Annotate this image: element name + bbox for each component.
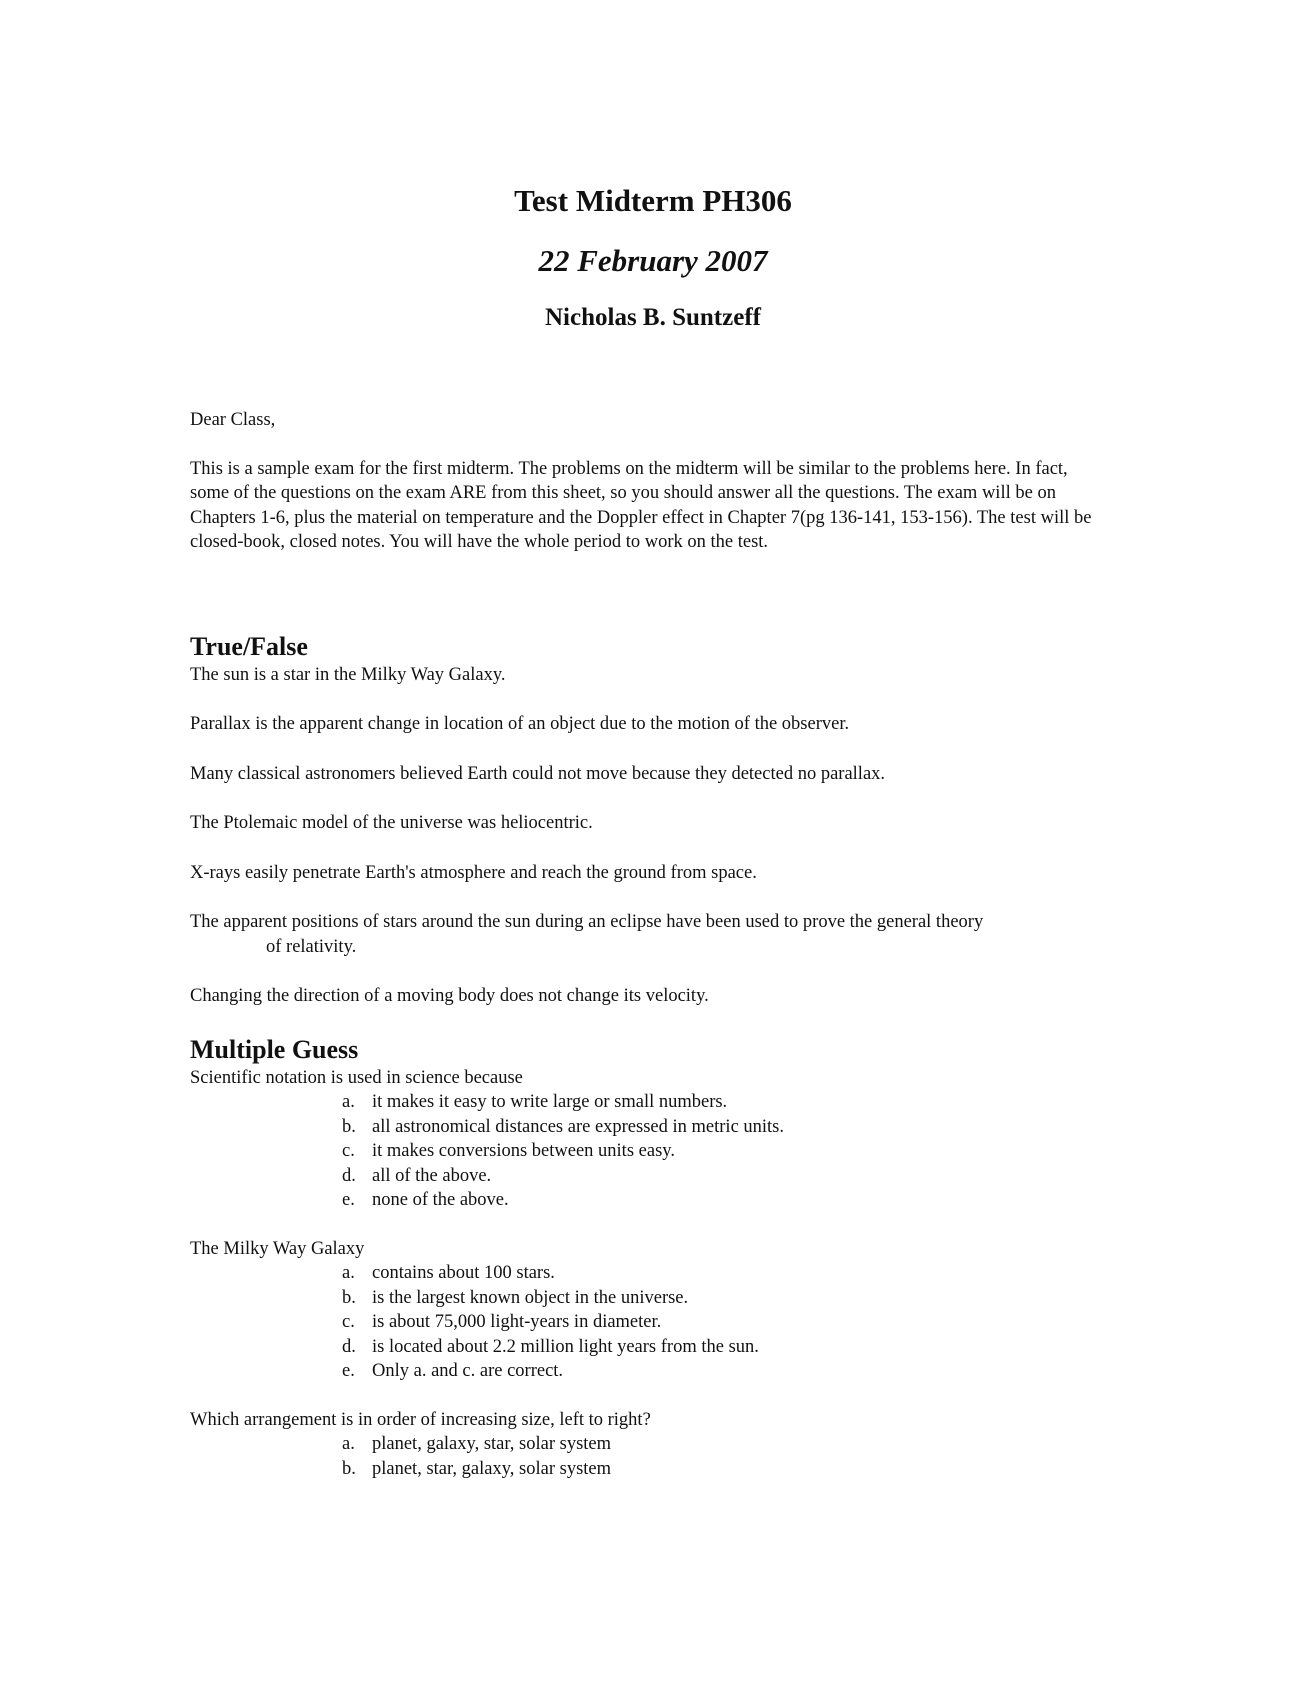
answer-option	[342, 1261, 1110, 1286]
answer-option	[342, 1310, 1110, 1335]
option-letter: d.	[342, 1165, 356, 1186]
answer-option	[342, 1335, 1110, 1360]
document-date: 22 February 2007	[538, 243, 768, 278]
answer-option	[342, 1457, 1110, 1482]
option-letter: e.	[342, 1361, 355, 1381]
answer-option	[342, 1164, 1110, 1189]
true-false-statement: The Ptolemaic model of the universe was heliocentric.	[190, 813, 593, 833]
answer-options	[190, 1090, 1110, 1213]
option-text: planet, star, galaxy, solar system	[372, 1458, 612, 1479]
true-false-statement: Parallax is the apparent change in location of an object due to the motion of the observer.	[190, 714, 850, 734]
multiple-guess-question-block	[190, 1237, 1110, 1384]
document-title: Test Midterm PH306	[514, 183, 792, 218]
true-false-statement: The apparent positions of stars around the sun during an eclipse have been used to prove the general theory	[190, 912, 984, 932]
answer-option	[342, 1139, 1110, 1164]
true-false-item	[190, 663, 1110, 688]
option-text: all astronomical distances are expressed in metric units.	[372, 1116, 785, 1137]
option-letter: c.	[342, 1312, 355, 1332]
question-text: The Milky Way Galaxy	[190, 1238, 365, 1259]
document-author: Nicholas B. Suntzeff	[545, 304, 761, 331]
option-text: it makes conversions between units easy.	[372, 1141, 675, 1161]
true-false-list	[190, 663, 1110, 1009]
answer-option	[342, 1188, 1110, 1213]
option-letter: d.	[342, 1336, 356, 1357]
option-letter: b.	[342, 1287, 356, 1308]
option-text: all of the above.	[372, 1165, 492, 1186]
true-false-item	[190, 910, 1110, 959]
option-letter: b.	[342, 1458, 356, 1479]
document-header	[0, 182, 1306, 334]
question-text: Scientific notation is used in science because	[190, 1067, 523, 1088]
true-false-statement: Many classical astronomers believed Earth could not move because they detected no parallax.	[190, 763, 886, 784]
option-text: contains about 100 stars.	[372, 1263, 555, 1283]
answer-option	[342, 1432, 1110, 1457]
answer-option	[342, 1115, 1110, 1140]
multiple-guess-question-block	[190, 1408, 1110, 1482]
option-text: is about 75,000 light-years in diameter.	[372, 1312, 662, 1332]
option-letter: e.	[342, 1190, 355, 1210]
option-text: it makes it easy to write large or small numbers.	[372, 1092, 728, 1112]
answer-option	[342, 1359, 1110, 1384]
option-letter: a.	[342, 1092, 355, 1112]
true-false-statement: X-rays easily penetrate Earth's atmosphere and reach the ground from space.	[190, 862, 757, 883]
true-false-heading: True/False	[190, 631, 308, 661]
true-false-statement-continuation: of relativity.	[266, 936, 357, 957]
true-false-statement: Changing the direction of a moving body does not change its velocity.	[190, 986, 709, 1006]
answer-option	[342, 1090, 1110, 1115]
true-false-item	[190, 762, 1110, 787]
question-text: Which arrangement is in order of increasing size, left to right?	[190, 1409, 651, 1430]
multiple-guess-heading: Multiple Guess	[190, 1034, 359, 1064]
answer-option	[342, 1286, 1110, 1311]
true-false-item	[190, 712, 1110, 737]
greeting: Dear Class,	[190, 410, 276, 430]
true-false-statement: The sun is a star in the Milky Way Galaxy.	[190, 664, 506, 685]
true-false-item	[190, 861, 1110, 886]
option-letter: b.	[342, 1116, 356, 1137]
option-text: none of the above.	[372, 1190, 509, 1210]
option-text: planet, galaxy, star, solar system	[372, 1434, 612, 1454]
answer-options	[190, 1261, 1110, 1384]
document-body	[190, 408, 1110, 1505]
option-text: is the largest known object in the universe.	[372, 1287, 689, 1308]
answer-options	[190, 1432, 1110, 1481]
option-text: Only a. and c. are correct.	[372, 1361, 564, 1381]
true-false-item	[190, 811, 1110, 836]
true-false-item	[190, 984, 1110, 1009]
option-letter: a.	[342, 1263, 355, 1283]
option-letter: a.	[342, 1434, 355, 1454]
intro-paragraph: This is a sample exam for the first midterm. The problems on the midterm will be similar to the problems here. In fact, some of the questions on the exam ARE from this sheet, so you should answer all the questions. The exam will be on Chapters 1-6, plus the material on temperature and the Doppler effect in Chapter 7(pg 136-141, 153-156). The test will be closed-book, closed notes. You will have the whole period to work on the test.	[190, 458, 1092, 552]
option-text: is located about 2.2 million light years from the sun.	[372, 1336, 759, 1357]
option-letter: c.	[342, 1141, 355, 1161]
multiple-guess-question-block	[190, 1066, 1110, 1213]
